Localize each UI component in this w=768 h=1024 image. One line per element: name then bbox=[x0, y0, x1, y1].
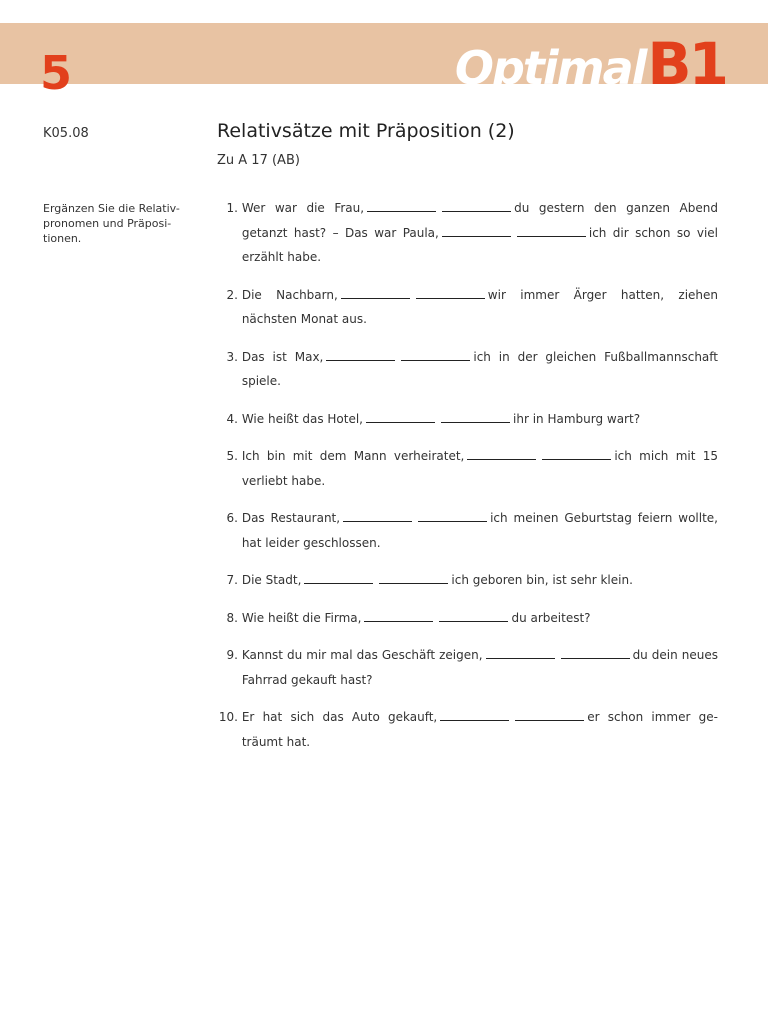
exercise-list bbox=[212, 196, 718, 767]
answer-blank[interactable] bbox=[379, 571, 448, 584]
exercise-number: 2. bbox=[226, 287, 238, 302]
exercise-sentence bbox=[242, 606, 718, 631]
answer-blank[interactable] bbox=[561, 646, 630, 659]
exercise-number: 5. bbox=[226, 449, 238, 463]
sentence-text: ich meinen Geburtstag feiern wollte, hat leider geschlossen. bbox=[241, 511, 718, 550]
brand-logo bbox=[454, 30, 726, 98]
page-title: Relativsätze mit Präposition (2) bbox=[217, 120, 515, 142]
answer-blank[interactable] bbox=[341, 286, 410, 299]
answer-blank[interactable] bbox=[441, 410, 510, 423]
exercise-item bbox=[212, 568, 718, 593]
chapter-number: 5 bbox=[40, 46, 73, 100]
answer-blank[interactable] bbox=[442, 224, 511, 237]
sentence-text: Die Stadt, bbox=[241, 573, 302, 587]
exercise-sentence bbox=[242, 345, 718, 394]
exercise-number: 9. bbox=[226, 648, 238, 662]
answer-blank[interactable] bbox=[401, 348, 470, 361]
exercise-item bbox=[212, 407, 718, 432]
instruction-text: Ergänzen Sie die Relativ-pronomen und Präposi-tionen. bbox=[43, 202, 180, 245]
answer-blank[interactable] bbox=[343, 509, 412, 522]
exercise-sentence bbox=[242, 407, 718, 432]
answer-blank[interactable] bbox=[442, 199, 511, 212]
exercise-sentence bbox=[242, 506, 718, 555]
sentence-text: ich in der gleichen Fußballmannschaft spiele. bbox=[241, 349, 718, 388]
exercise-item bbox=[212, 506, 718, 555]
answer-blank[interactable] bbox=[304, 571, 373, 584]
sentence-text: Das Restaurant, bbox=[241, 511, 341, 525]
sentence-text: ihr in Hamburg wart? bbox=[513, 411, 641, 426]
exercise-number: 10. bbox=[218, 710, 238, 724]
sentence-text: Das ist Max, bbox=[241, 349, 324, 364]
exercise-sentence bbox=[242, 705, 718, 754]
brand-word: Optimal bbox=[454, 41, 646, 95]
sentence-text: du dein neues Fahrrad gekauft hast? bbox=[241, 648, 718, 687]
answer-blank[interactable] bbox=[467, 447, 536, 460]
answer-blank[interactable] bbox=[515, 708, 584, 721]
exercise-item bbox=[212, 643, 718, 692]
brand-level: B1 bbox=[647, 30, 726, 98]
exercise-sentence bbox=[242, 196, 718, 270]
exercise-item bbox=[212, 444, 718, 493]
answer-blank[interactable] bbox=[326, 348, 395, 361]
exercise-sentence bbox=[242, 283, 718, 332]
answer-blank[interactable] bbox=[486, 646, 555, 659]
answer-blank[interactable] bbox=[366, 410, 435, 423]
answer-blank[interactable] bbox=[517, 224, 586, 237]
answer-blank[interactable] bbox=[416, 286, 485, 299]
answer-blank[interactable] bbox=[418, 509, 487, 522]
exercise-sentence bbox=[242, 444, 718, 493]
sentence-text: ich mich mit 15 verliebt habe. bbox=[241, 449, 718, 488]
sentence-text: Er hat sich das Auto gekauft, bbox=[241, 710, 438, 724]
answer-blank[interactable] bbox=[440, 708, 509, 721]
sentence-text: Kannst du mir mal das Geschäft zeigen, bbox=[241, 648, 483, 662]
answer-blank[interactable] bbox=[367, 199, 436, 212]
sentence-text: Die Nachbarn, bbox=[241, 287, 338, 302]
sentence-text: ich dir schon so viel erzählt habe. bbox=[241, 225, 718, 264]
exercise-item bbox=[212, 283, 718, 332]
sentence-text: Wie heißt das Hotel, bbox=[241, 411, 363, 426]
exercise-item bbox=[212, 705, 718, 754]
worksheet-code: K05.08 bbox=[43, 126, 89, 141]
page-subtitle: Zu A 17 (AB) bbox=[217, 153, 300, 168]
exercise-number: 1. bbox=[226, 201, 238, 215]
sentence-text: er schon immer ge-träumt hat. bbox=[241, 710, 718, 749]
sentence-text: Wer war die Frau, bbox=[241, 201, 365, 215]
exercise-item bbox=[212, 606, 718, 631]
sentence-text: du gestern den ganzen Abend getanzt hast? – Das war Paula, bbox=[241, 201, 718, 240]
sentence-text: ich geboren bin, ist sehr klein. bbox=[451, 573, 633, 587]
answer-blank[interactable] bbox=[439, 609, 508, 622]
exercise-number: 3. bbox=[226, 349, 238, 364]
exercise-number: 4. bbox=[226, 411, 238, 426]
sentence-text: Wie heißt die Firma, bbox=[241, 610, 362, 625]
exercise-item bbox=[212, 345, 718, 394]
exercise-number: 8. bbox=[226, 610, 238, 625]
exercise-number: 6. bbox=[226, 511, 238, 525]
exercise-sentence bbox=[242, 568, 718, 593]
sentence-text: Ich bin mit dem Mann verheiratet, bbox=[241, 449, 465, 463]
exercise-sentence bbox=[242, 643, 718, 692]
exercise-item bbox=[212, 196, 718, 270]
sentence-text: du arbeitest? bbox=[511, 610, 591, 625]
answer-blank[interactable] bbox=[542, 447, 611, 460]
exercise-number: 7. bbox=[226, 573, 238, 587]
sentence-text: wir immer Ärger hatten, ziehen nächsten Monat aus. bbox=[241, 287, 718, 326]
answer-blank[interactable] bbox=[364, 609, 433, 622]
